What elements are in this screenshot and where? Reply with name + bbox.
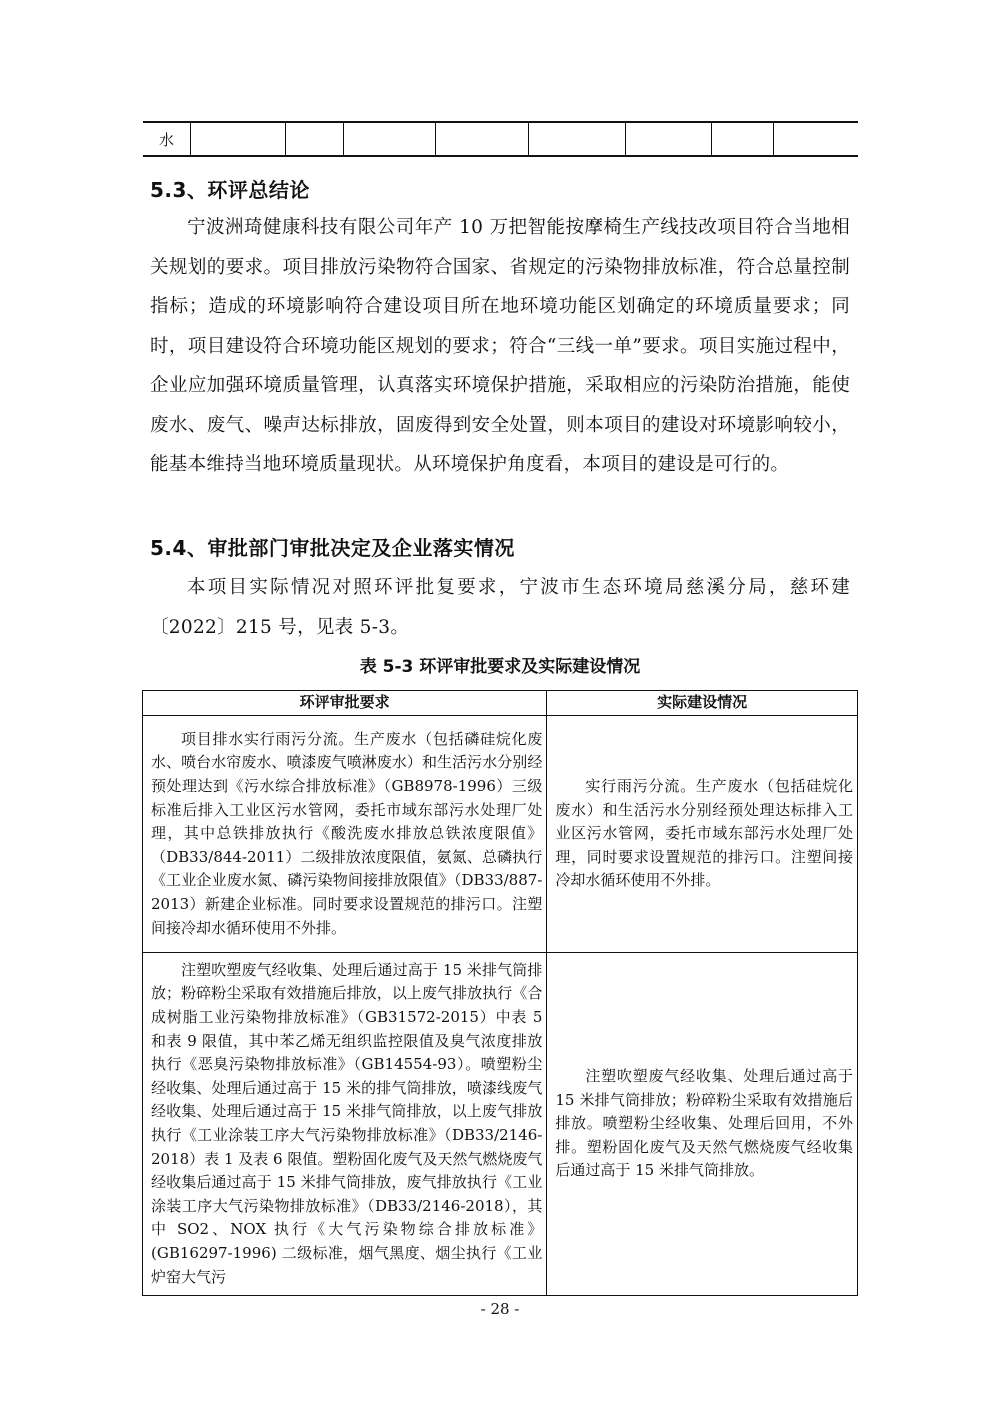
table-cell — [285, 123, 343, 155]
requirement-text: 注塑吹塑废气经收集、处理后通过高于 15 米排气筒排放；粉碎粉尘采取有效措施后排放，以上废气排放执行《合成树脂工业污染物排放标准》（GB31572-2015）中表 5 和表 9 限值，其中苯乙烯无组织监控限值及臭气浓度排放执行《恶臭污染物排放标准》（GB14554-93）。喷塑粉尘经收集、处理后通过高于 15 米的排气筒排放，喷漆线废气经收集、处理后通过高于 15 米排气筒排放，以上废气排放执行《工业涂装工序大气污染物排放标准》（DB33/2146-2018）表 1 及表 6 限值。塑粉固化废气及天然气燃烧废气经收集后通过高于 15 米排气筒排放，废气排放执行《工业涂装工序大气污染物排放标准》（DB33/2146-2018），其中 SO2、NOX 执行《大气污染物综合排放标准》(GB16297-1996) 二级标准，烟气黑度、烟尘执行《工业炉窑大气污 — [151, 960, 543, 1286]
header-requirement: 环评审批要求 — [143, 691, 547, 716]
approval-table — [142, 690, 858, 1296]
actual-cell — [547, 716, 858, 953]
table-cell — [343, 123, 435, 155]
table-cell — [528, 123, 625, 155]
actual-cell — [547, 953, 858, 1296]
page-number: - 28 - — [480, 1300, 520, 1318]
table-cell — [625, 123, 711, 155]
table-cell: 水 — [158, 130, 174, 149]
table-row — [143, 953, 858, 1296]
actual-text: 实行雨污分流。生产废水（包括硅烷化废水）和生活污水分别经预处理达标排入工业区污水管网，委托市域东部污水处理厂处理，同时要求设置规范的排污口。注塑间接冷却水循环使用不外排。 — [555, 777, 853, 890]
continued-table-row — [143, 121, 858, 157]
section-5-3-paragraph: 宁波洲琦健康科技有限公司年产 10 万把智能按摩椅生产线技改项目符合当地相关规划的要求。项目排放污染物符合国家、省规定的污染物排放标准，符合总量控制指标；造成的环境影响符合建设项目所在地环境功能区划确定的环境质量要求；同时，项目建设符合环境功能区规划的要求；符合“三线一单”要求。项目实施过程中，企业应加强环境质量管理，认真落实环境保护措施，采取相应的污染防治措施，能使废水、废气、噪声达标排放，固废得到安全处置，则本项目的建设对环境影响较小，能基本维持当地环境质量现状。从环境保护角度看，本项目的建设是可行的。 — [150, 217, 850, 475]
table-cell — [711, 123, 773, 155]
table-cell — [190, 123, 285, 155]
section-heading-5-3: 5.3、环评总结论 — [150, 178, 310, 202]
requirement-cell — [143, 716, 547, 953]
header-actual: 实际建设情况 — [547, 691, 858, 716]
table-row — [143, 716, 858, 953]
requirement-text: 项目排水实行雨污分流。生产废水（包括磷硅烷化废水、喷台水帘废水、喷漆废气喷淋废水）和生活污水分别经预处理达到《污水综合排放标准》（GB8978-1996）三级标准后排入工业区污水管网，委托市域东部污水处理厂处理，其中总铁排放执行《酸洗废水排放总铁浓度限值》（DB33/844-2011）二级排放浓度限值，氨氮、总磷执行《工业企业废水氮、磷污染物间接排放限值》（DB33/887-2013）新建企业标准。同时要求设置规范的排污口。注塑间接冷却水循环使用不外排。 — [151, 729, 543, 937]
table-header-row — [143, 691, 858, 716]
section-5-4-paragraph: 本项目实际情况对照环评批复要求，宁波市生态环境局慈溪分局，慈环建〔2022〕215 号，见表 5-3。 — [150, 577, 850, 638]
table-cell — [435, 123, 528, 155]
actual-text: 注塑吹塑废气经收集、处理后通过高于 15 米排气筒排放；粉碎粉尘采取有效措施后排放。喷塑粉尘经收集、处理后回用，不外排。塑粉固化废气及天然气燃烧废气经收集后通过高于 15 米排气筒排放。 — [555, 1067, 853, 1180]
table-cell — [773, 123, 858, 155]
requirement-cell — [143, 953, 547, 1296]
table-caption: 表 5-3 环评审批要求及实际建设情况 — [359, 657, 641, 677]
section-heading-5-4: 5.4、审批部门审批决定及企业落实情况 — [150, 536, 515, 560]
